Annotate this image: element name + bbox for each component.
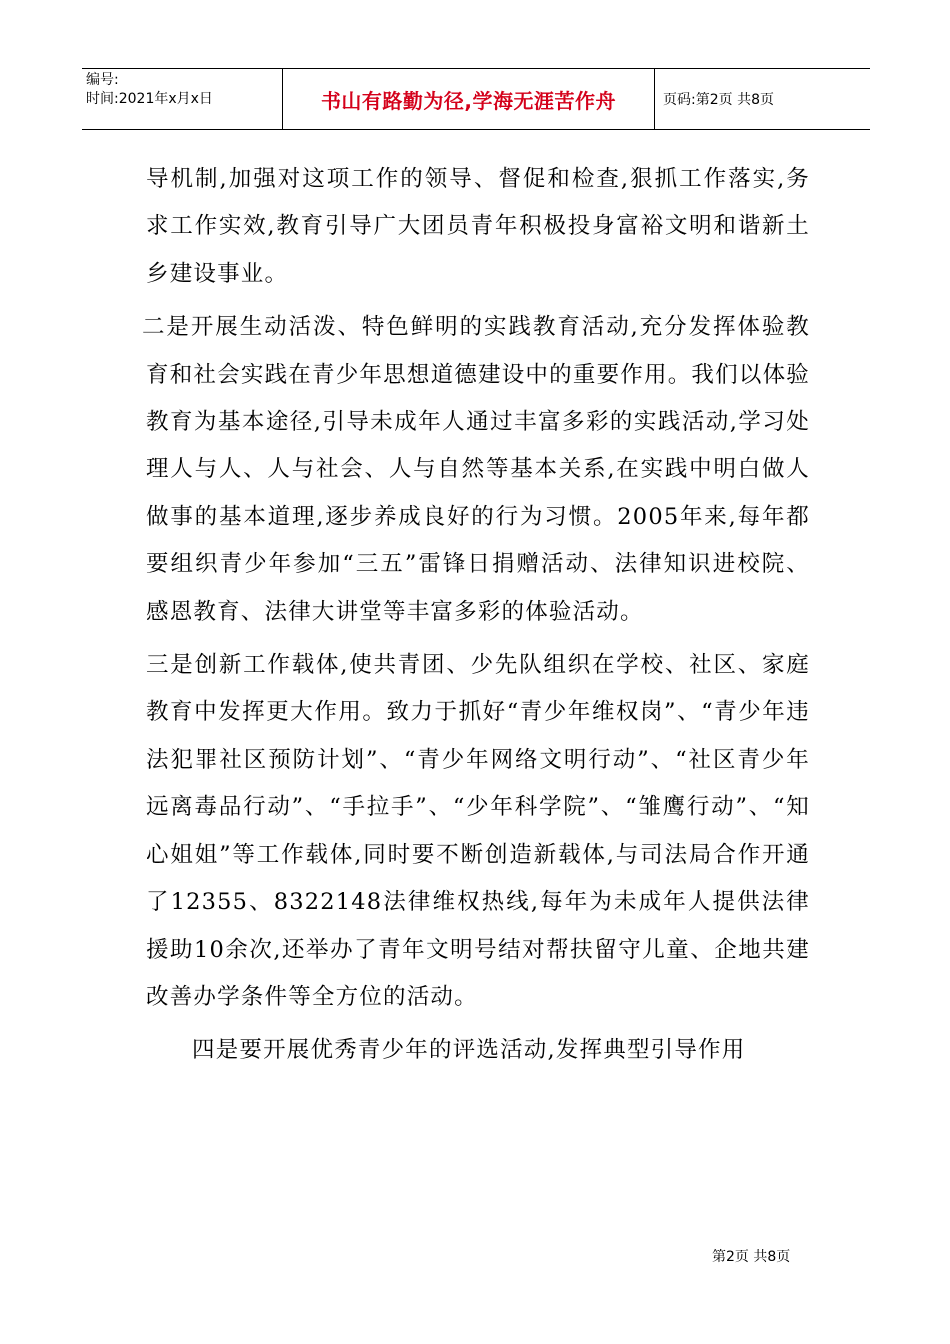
paragraph-1: 导机制,加强对这项工作的领导、督促和检查,狠抓工作落实,务求工作实效,教育引导广大团员青年积极投身富裕文明和谐新土乡建设事业。: [146, 166, 810, 287]
time-label: 时间:2021年x月x日: [86, 91, 213, 107]
header-motto-cell: [283, 69, 655, 129]
paragraph-4: 四是要开展优秀青少年的评选活动,发挥典型引导作用: [192, 1037, 746, 1064]
paragraph-3: 三是创新工作载体,使共青团、少先队组织在学校、社区、家庭教育中发挥更大作用。致力于抓好“青少年维权岗”、“青少年违法犯罪社区预防计划”、“青少年网络文明行动”、“社区青少年远离毒品行动”、“手拉手”、“少年科学院”、“雏鹰行动”、“知心姐姐”等工作载体,同时要不断创造新载体,与司法局合作开通了12355、8322148法律维权热线,每年为未成年人提供法律援助10余次,还举办了青年文明号结对帮扶留守儿童、企地共建改善办学条件等全方位的活动。: [146, 652, 810, 1010]
motto-text: 书山有路勤为径,学海无涯苦作舟: [320, 88, 617, 113]
footer-page-info: 第2页 共8页: [712, 1249, 791, 1265]
paragraph-2: 二是开展生动活泼、特色鲜明的实践教育活动,充分发挥体验教育和社会实践在青少年思想道德建设中的重要作用。我们以体验教育为基本途径,引导未成年人通过丰富多彩的实践活动,学习处理人与人、人与社会、人与自然等基本关系,在实践中明白做人做事的基本道理,逐步养成良好的行为习惯。2005年来,每年都要组织青少年参加“三五”雷锋日捐赠活动、法律知识进校院、感恩教育、法律大讲堂等丰富多彩的体验活动。: [142, 314, 810, 625]
header-page-info: 页码:第2页 共8页: [663, 92, 774, 108]
header-meta: [82, 69, 283, 129]
page-footer: [712, 1246, 790, 1266]
header-page-cell: [655, 69, 870, 129]
body-text: [142, 156, 810, 1081]
number-label: 编号:: [86, 72, 119, 88]
page-header: [82, 68, 870, 130]
